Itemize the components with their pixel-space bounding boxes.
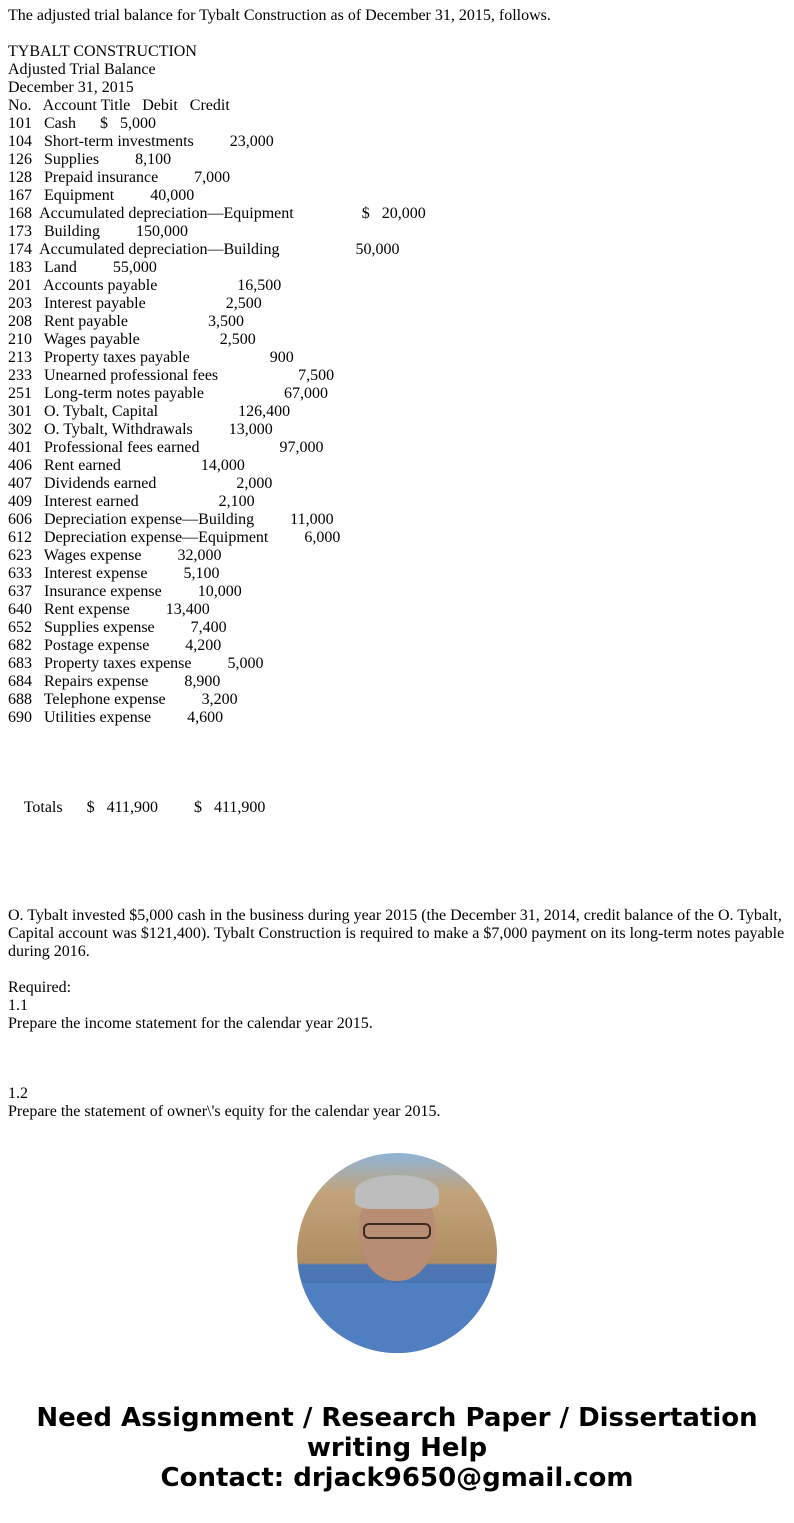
spacer: [8, 727, 788, 745]
table-row: 301 O. Tybalt, Capital 126,400: [8, 403, 291, 420]
report-title: Adjusted Trial Balance: [8, 61, 156, 78]
contact-banner: [0, 1403, 794, 1493]
table-row: 203 Interest payable 2,500: [8, 295, 262, 312]
table-row: 251 Long-term notes payable 67,000: [8, 385, 328, 402]
table-row: 633 Interest expense 5,100: [8, 565, 220, 582]
question-1-number: 1.1: [8, 997, 28, 1014]
table-row: 612 Depreciation expense—Equipment 6,000: [8, 529, 341, 546]
table-row: 406 Rent earned 14,000: [8, 457, 245, 474]
table-row: 302 O. Tybalt, Withdrawals 13,000: [8, 421, 273, 438]
totals-row: Totals $ 411,900 $ 411,900: [8, 799, 266, 816]
trial-balance-rows: [8, 115, 788, 727]
spacer: [8, 763, 788, 781]
table-row: 128 Prepaid insurance 7,000: [8, 169, 231, 186]
table-row: 407 Dividends earned 2,000: [8, 475, 273, 492]
spacer: [8, 1051, 788, 1069]
table-row: 637 Insurance expense 10,000: [8, 583, 242, 600]
table-row: 682 Postage expense 4,200: [8, 637, 222, 654]
banner-line-1: Need Assignment / Research Paper / Dissertation: [36, 1403, 758, 1433]
table-row: 210 Wages payable 2,500: [8, 331, 256, 348]
spacer: [8, 871, 788, 889]
table-row: 409 Interest earned 2,100: [8, 493, 255, 510]
photo-hair: [355, 1175, 439, 1209]
table-row: 201 Accounts payable 16,500: [8, 277, 282, 294]
table-row: 167 Equipment 40,000: [8, 187, 195, 204]
table-row: 174 Accumulated depreciation—Building 50,000: [8, 241, 400, 258]
banner-contact: Contact: drjack9650@gmail.com: [160, 1463, 634, 1493]
table-row: 683 Property taxes expense 5,000: [8, 655, 264, 672]
table-header: No. Account Title Debit Credit: [8, 97, 230, 114]
question-1-text: Prepare the income statement for the calendar year 2015.: [8, 1015, 373, 1032]
table-row: 688 Telephone expense 3,200: [8, 691, 238, 708]
table-row: 606 Depreciation expense—Building 11,000: [8, 511, 334, 528]
photo-shirt: [297, 1283, 497, 1353]
table-row: 401 Professional fees earned 97,000: [8, 439, 324, 456]
table-row: 623 Wages expense 32,000: [8, 547, 222, 564]
spacer: [8, 25, 788, 43]
spacer: [8, 961, 788, 979]
intro-text: The adjusted trial balance for Tybalt Construction as of December 31, 2015, follows.: [8, 7, 551, 24]
spacer: [8, 781, 788, 799]
photo-glasses: [363, 1223, 431, 1239]
banner-line-2: writing Help: [306, 1433, 488, 1463]
table-row: 684 Repairs expense 8,900: [8, 673, 221, 690]
table-row: 173 Building 150,000: [8, 223, 189, 240]
question-2-number: 1.2: [8, 1085, 28, 1102]
report-date: December 31, 2015: [8, 79, 134, 96]
company-name: TYBALT CONSTRUCTION: [8, 43, 197, 60]
table-row: 213 Property taxes payable 900: [8, 349, 294, 366]
table-row: 640 Rent expense 13,400: [8, 601, 210, 618]
spacer: [8, 835, 788, 853]
table-row: 101 Cash $ 5,000: [8, 115, 156, 132]
table-row: 126 Supplies 8,100: [8, 151, 172, 168]
table-row: 104 Short-term investments 23,000: [8, 133, 274, 150]
table-row: 208 Rent payable 3,500: [8, 313, 244, 330]
question-2-text: Prepare the statement of owner\'s equity for the calendar year 2015.: [8, 1103, 441, 1120]
author-photo: [297, 1153, 497, 1353]
table-row: 183 Land 55,000: [8, 259, 157, 276]
spacer: [8, 745, 788, 763]
spacer: [8, 853, 788, 871]
required-label: Required:: [8, 979, 72, 996]
table-row: 690 Utilities expense 4,600: [8, 709, 224, 726]
table-row: 652 Supplies expense 7,400: [8, 619, 227, 636]
note-paragraph: O. Tybalt invested $5,000 cash in the business during year 2015 (the December 31, 2014, credit balance of the O. Tybalt, Capital account was $121,400). Tybalt Construction is required to make a $7,000 payment on its long-term notes payable during 2016.: [8, 907, 785, 960]
spacer: [8, 817, 788, 835]
spacer: [8, 1033, 788, 1051]
document-body: [8, 7, 788, 1121]
spacer: [8, 1069, 788, 1085]
spacer: [8, 889, 788, 907]
table-row: 168 Accumulated depreciation—Equipment $ 20,000: [8, 205, 426, 222]
table-row: 233 Unearned professional fees 7,500: [8, 367, 335, 384]
